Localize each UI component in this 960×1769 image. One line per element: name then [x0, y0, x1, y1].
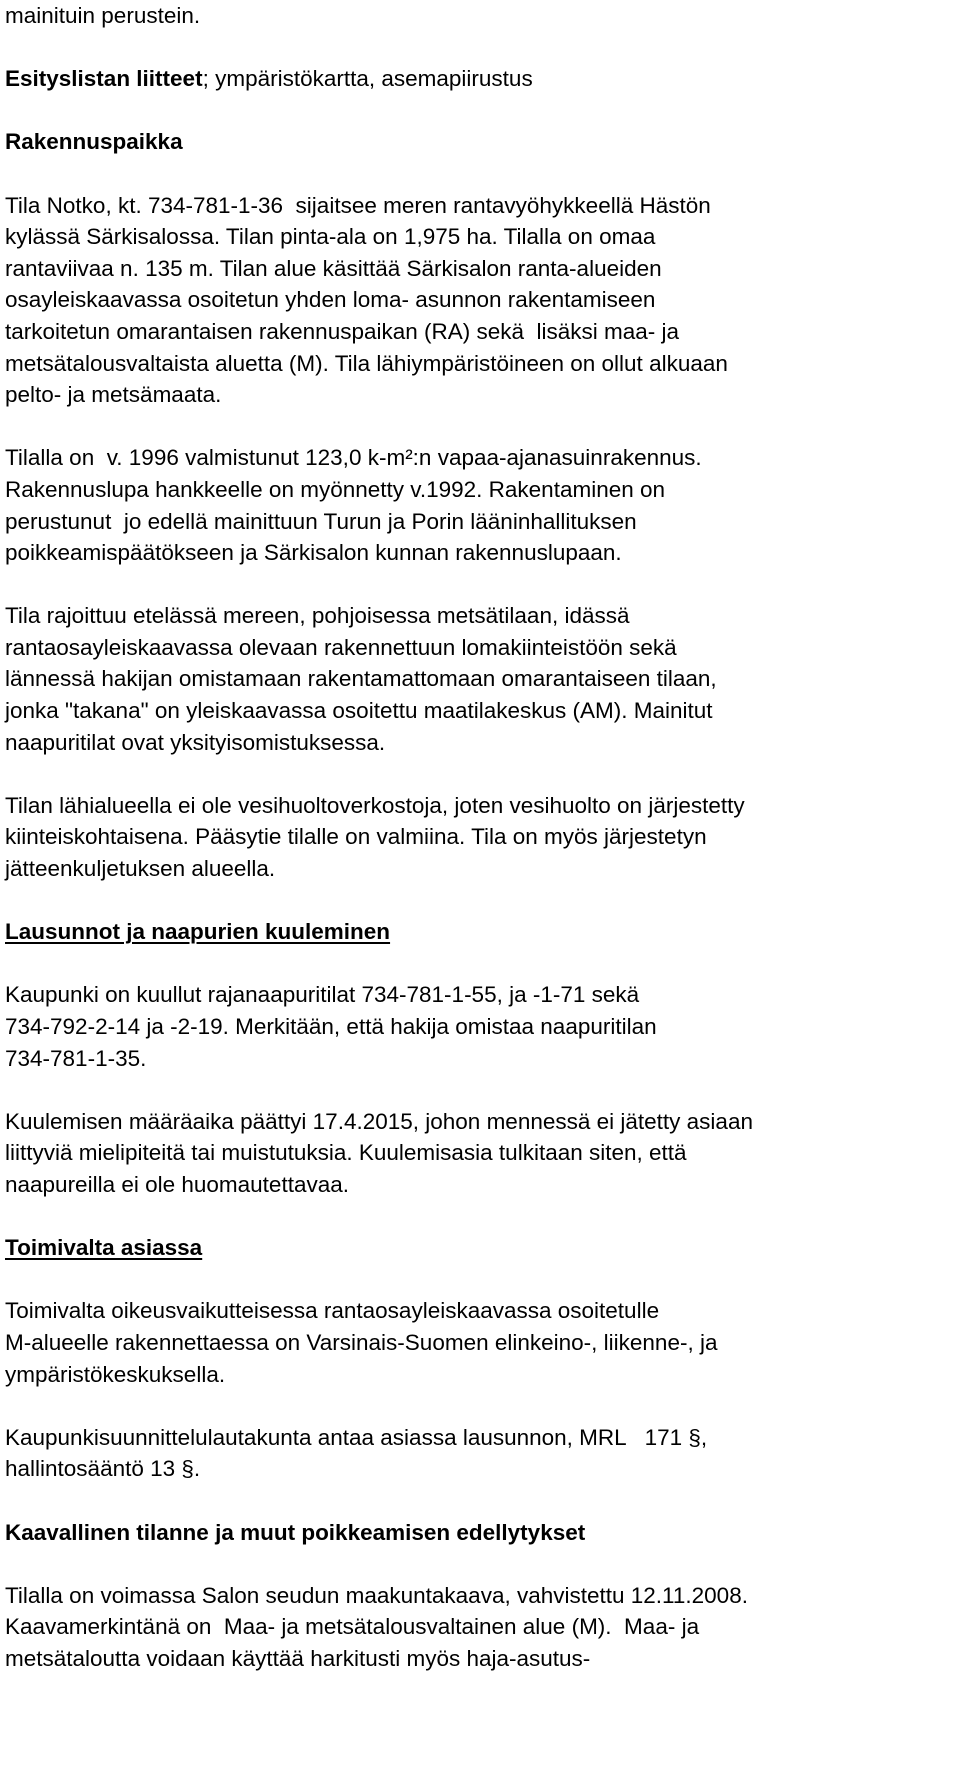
text-line: M-alueelle rakennettaessa on Varsinais-Suomen elinkeino-, liikenne-, ja: [5, 1329, 718, 1355]
text-line: kiinteiskohtaisena. Pääsytie tilalle on valmiina. Tila on myös järjestetyn: [5, 824, 707, 850]
text-line: perustunut jo edellä mainittuun Turun ja Porin lääninhallituksen: [5, 508, 637, 534]
text-line: Kaupunki on kuullut rajanaapuritilat 734-781-1-55, ja -1-71 sekä: [5, 982, 640, 1008]
hearing-paragraph-2: [5, 1106, 955, 1201]
text-line: hallintosääntö 13 §.: [5, 1456, 201, 1482]
attachments-line: [5, 63, 955, 95]
authority-paragraph-2: [5, 1422, 955, 1485]
spacer: [5, 758, 955, 790]
spacer: [5, 32, 955, 64]
site-paragraph-1: [5, 190, 955, 411]
text-line: lännessä hakijan omistamaan rakentamattomaan omarantaiseen tilaan,: [5, 666, 717, 692]
text-line: tarkoitetun omarantaisen rakennuspaikan (RA) sekä lisäksi maa- ja: [5, 318, 680, 344]
spacer: [5, 1201, 955, 1233]
text-line: Tila rajoittuu etelässä mereen, pohjoisessa metsätilaan, idässä: [5, 603, 630, 629]
conditions-heading: Kaavallinen tilanne ja muut poikkeamisen edellytykset: [5, 1519, 586, 1545]
text-line: Kaupunkisuunnittelulautakunta antaa asiassa lausunnon, MRL 171 §,: [5, 1424, 708, 1450]
text-line: metsätaloutta voidaan käyttää harkitusti myös haja-asutus-: [5, 1645, 591, 1671]
text-line: rantaviivaa n. 135 m. Tilan alue käsittää Särkisalon ranta-alueiden: [5, 255, 662, 281]
text-line: 734-792-2-14 ja -2-19. Merkitään, että hakija omistaa naapuritilan: [5, 1014, 657, 1039]
authority-paragraph-1: [5, 1295, 955, 1390]
spacer: [5, 411, 955, 443]
text-line: poikkeamispäätökseen ja Särkisalon kunnan rakennuslupaan.: [5, 540, 622, 566]
site-heading: Rakennuspaikka: [5, 129, 183, 155]
document-page: [5, 0, 955, 1674]
hearing-heading: [5, 916, 955, 948]
authority-heading: [5, 1232, 955, 1264]
text-line: metsätalousvaltaista aluetta (M). Tila lähiympäristöineen on ollut alkuaan: [5, 350, 728, 376]
spacer: [5, 885, 955, 917]
conditions-paragraph-1: [5, 1580, 955, 1675]
spacer: [5, 1074, 955, 1106]
text-line: liittyviä mielipiteitä tai muistutuksia. Kuulemisasia tulkitaan siten, että: [5, 1140, 687, 1166]
text-line: Rakennuslupa hankkeelle on myönnetty v.1992. Rakentaminen on: [5, 476, 666, 502]
spacer: [5, 1548, 955, 1580]
spacer: [5, 95, 955, 127]
text-line: jonka "takana" on yleiskaavassa osoitettu maatilakeskus (AM). Mainitut: [5, 698, 713, 724]
site-paragraph-2: [5, 442, 955, 568]
text-line: naapuritilat ovat yksityisomistuksessa.: [5, 729, 386, 755]
intro-line: mainituin perustein.: [5, 3, 201, 28]
text-line: Toimivalta oikeusvaikutteisessa rantaosayleiskaavassa osoitetulle: [5, 1298, 660, 1324]
authority-heading-text: Toimivalta asiassa: [5, 1235, 203, 1261]
text-line: osayleiskaavassa osoitetun yhden loma- asunnon rakentamiseen: [5, 287, 656, 313]
spacer: [5, 1390, 955, 1422]
hearing-heading-text: Lausunnot ja naapurien kuuleminen: [5, 919, 391, 945]
text-line: Tilalla on v. 1996 valmistunut 123,0 k-m²:n vapaa-ajanasuinrakennus.: [5, 445, 702, 471]
attachments-label: Esityslistan liitteet: [5, 66, 203, 92]
spacer: [5, 569, 955, 601]
text-line: kylässä Särkisalossa. Tilan pinta-ala on 1,975 ha. Tilalla on omaa: [5, 224, 656, 250]
site-paragraph-3: [5, 600, 955, 758]
text-line: Tila Notko, kt. 734-781-1-36 sijaitsee meren rantavyöhykkeellä Hästön: [5, 192, 711, 218]
spacer: [5, 158, 955, 190]
text-line: ympäristökeskuksella.: [5, 1361, 226, 1387]
text-line: Kaavamerkintänä on Maa- ja metsätalousvaltainen alue (M). Maa- ja: [5, 1614, 700, 1640]
text-line: pelto- ja metsämaata.: [5, 382, 222, 408]
text-line: Tilan lähialueella ei ole vesihuoltoverkostoja, joten vesihuolto on järjestetty: [5, 792, 745, 818]
site-paragraph-4: [5, 790, 955, 885]
spacer: [5, 948, 955, 980]
text-line: Kuulemisen määräaika päättyi 17.4.2015, johon mennessä ei jätetty asiaan: [5, 1108, 753, 1134]
text-line: jätteenkuljetuksen alueella.: [5, 856, 276, 882]
spacer: [5, 1264, 955, 1296]
hearing-paragraph-1: [5, 979, 955, 1074]
text-line: rantaosayleiskaavassa olevaan rakennettuun lomakiinteistöön sekä: [5, 634, 677, 660]
text-line: 734-781-1-35.: [5, 1045, 147, 1071]
spacer: [5, 1485, 955, 1517]
attachments-text: ; ympäristökartta, asemapiirustus: [202, 66, 533, 92]
text-line: Tilalla on voimassa Salon seudun maakuntakaava, vahvistettu 12.11.2008.: [5, 1582, 748, 1608]
text-line: naapureilla ei ole huomautettavaa.: [5, 1171, 349, 1197]
